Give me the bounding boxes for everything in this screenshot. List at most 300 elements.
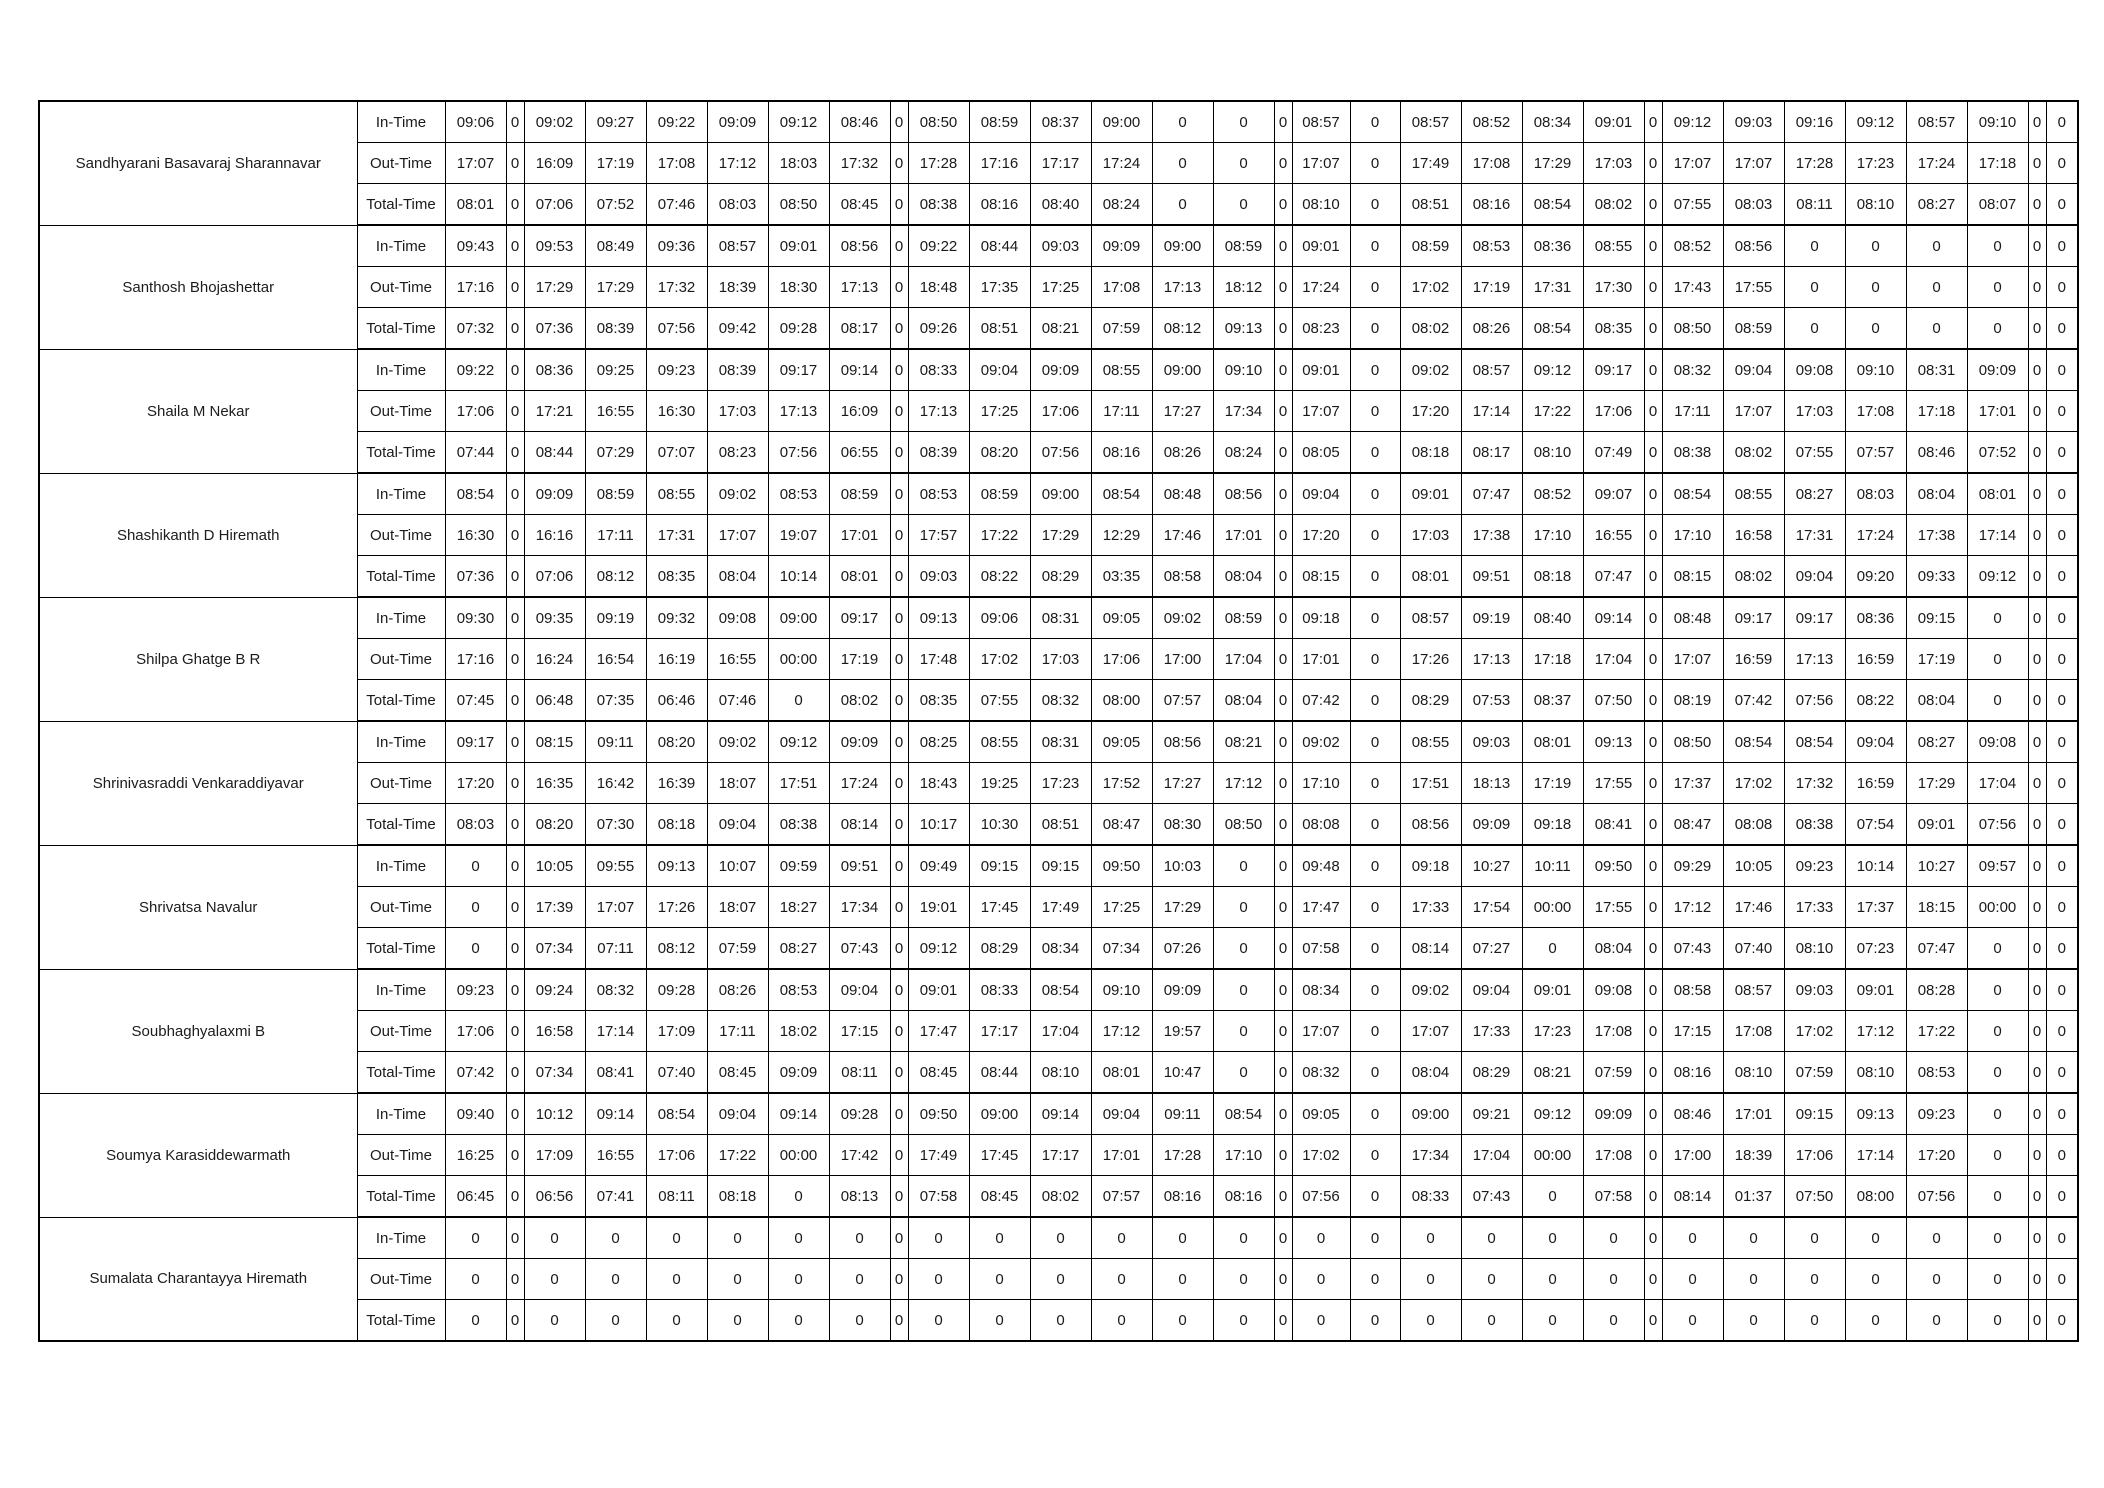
- attendance-row: [39, 349, 2078, 391]
- time-cell: 07:45: [445, 680, 506, 722]
- time-cell: 09:30: [445, 597, 506, 639]
- time-cell: 09:23: [445, 969, 506, 1011]
- time-cell: 09:13: [1583, 721, 1644, 763]
- time-cell: 0: [2028, 680, 2046, 722]
- time-cell: 08:36: [1845, 597, 1906, 639]
- time-cell: 07:43: [1461, 1176, 1522, 1218]
- time-cell: 0: [646, 1300, 707, 1342]
- employee-name: Soumya Karasiddewarmath: [39, 1093, 357, 1217]
- time-cell: 08:55: [646, 473, 707, 515]
- time-cell: 08:01: [829, 556, 890, 598]
- time-cell: 17:55: [1723, 267, 1784, 308]
- time-cell: 08:16: [1152, 1176, 1213, 1218]
- time-cell: 17:29: [524, 267, 585, 308]
- time-cell: 17:01: [1967, 391, 2028, 432]
- time-cell: 18:12: [1213, 267, 1274, 308]
- time-cell: 08:33: [908, 349, 969, 391]
- row-label: Total-Time: [357, 184, 445, 226]
- time-cell: 09:50: [1583, 845, 1644, 887]
- time-cell: 09:04: [969, 349, 1030, 391]
- time-cell: 09:49: [908, 845, 969, 887]
- time-cell: 0: [1644, 515, 1662, 556]
- row-label: In-Time: [357, 597, 445, 639]
- time-cell: 09:10: [1091, 969, 1152, 1011]
- time-cell: 08:52: [1461, 101, 1522, 143]
- time-cell: 08:16: [1461, 184, 1522, 226]
- time-cell: 09:09: [829, 721, 890, 763]
- attendance-row: [39, 1093, 2078, 1135]
- time-cell: 08:57: [1906, 101, 1967, 143]
- time-cell: 0: [890, 1093, 908, 1135]
- time-cell: 0: [1274, 928, 1292, 970]
- time-cell: 09:04: [707, 804, 768, 846]
- time-cell: 0: [2046, 349, 2078, 391]
- time-cell: 0: [506, 225, 524, 267]
- time-cell: 08:18: [646, 804, 707, 846]
- time-cell: 17:00: [1152, 639, 1213, 680]
- employee-name: Shrinivasraddi Venkaraddiyavar: [39, 721, 357, 845]
- row-label: Total-Time: [357, 432, 445, 474]
- time-cell: 16:30: [445, 515, 506, 556]
- time-cell: 0: [1213, 1052, 1274, 1094]
- time-cell: 00:00: [768, 1135, 829, 1176]
- time-cell: 0: [506, 1176, 524, 1218]
- time-cell: 0: [1967, 1217, 2028, 1259]
- time-cell: 0: [2028, 184, 2046, 226]
- time-cell: 0: [2028, 887, 2046, 928]
- time-cell: 09:13: [1845, 1093, 1906, 1135]
- time-cell: 09:15: [1030, 845, 1091, 887]
- time-cell: 17:12: [1213, 763, 1274, 804]
- time-cell: 17:04: [1967, 763, 2028, 804]
- time-cell: 0: [1274, 1217, 1292, 1259]
- time-cell: 0: [2046, 887, 2078, 928]
- time-cell: 08:34: [1522, 101, 1583, 143]
- time-cell: 07:56: [646, 308, 707, 350]
- time-cell: 0: [2046, 225, 2078, 267]
- time-cell: 18:07: [707, 763, 768, 804]
- time-cell: 0: [890, 763, 908, 804]
- time-cell: 09:33: [1906, 556, 1967, 598]
- time-cell: 0: [1213, 101, 1274, 143]
- time-cell: 17:06: [1091, 639, 1152, 680]
- row-label: Total-Time: [357, 1052, 445, 1094]
- time-cell: 0: [2046, 391, 2078, 432]
- time-cell: 08:20: [969, 432, 1030, 474]
- time-cell: 0: [2028, 225, 2046, 267]
- attendance-row: [39, 845, 2078, 887]
- time-cell: 08:53: [1906, 1052, 1967, 1094]
- time-cell: 0: [890, 597, 908, 639]
- time-cell: 07:56: [1292, 1176, 1350, 1218]
- time-cell: 17:04: [1030, 1011, 1091, 1052]
- row-label: Out-Time: [357, 887, 445, 928]
- time-cell: 18:13: [1461, 763, 1522, 804]
- row-label: In-Time: [357, 1217, 445, 1259]
- time-cell: 0: [1274, 1135, 1292, 1176]
- time-cell: 17:20: [1400, 391, 1461, 432]
- time-cell: 09:08: [707, 597, 768, 639]
- time-cell: 17:43: [1662, 267, 1723, 308]
- time-cell: 0: [1274, 969, 1292, 1011]
- time-cell: 08:50: [1662, 308, 1723, 350]
- time-cell: 16:39: [646, 763, 707, 804]
- time-cell: 16:55: [585, 1135, 646, 1176]
- time-cell: 08:15: [1292, 556, 1350, 598]
- time-cell: 0: [1350, 1176, 1400, 1218]
- time-cell: 09:01: [1400, 473, 1461, 515]
- time-cell: 08:01: [1091, 1052, 1152, 1094]
- time-cell: 0: [1784, 1217, 1845, 1259]
- time-cell: 09:00: [768, 597, 829, 639]
- time-cell: 0: [1213, 845, 1274, 887]
- time-cell: 17:34: [829, 887, 890, 928]
- time-cell: 0: [890, 432, 908, 474]
- time-cell: 0: [506, 721, 524, 763]
- time-cell: 06:48: [524, 680, 585, 722]
- time-cell: 0: [1644, 763, 1662, 804]
- time-cell: 08:27: [1784, 473, 1845, 515]
- time-cell: 0: [1723, 1259, 1784, 1300]
- time-cell: 09:20: [1845, 556, 1906, 598]
- time-cell: 0: [1644, 1176, 1662, 1218]
- time-cell: 08:22: [969, 556, 1030, 598]
- time-cell: 08:17: [829, 308, 890, 350]
- time-cell: 09:01: [1292, 225, 1350, 267]
- time-cell: 0: [1274, 349, 1292, 391]
- time-cell: 06:55: [829, 432, 890, 474]
- time-cell: 17:51: [768, 763, 829, 804]
- time-cell: 09:02: [524, 101, 585, 143]
- time-cell: 07:56: [1030, 432, 1091, 474]
- time-cell: 17:17: [1030, 1135, 1091, 1176]
- time-cell: 0: [1350, 1052, 1400, 1094]
- time-cell: 08:26: [1152, 432, 1213, 474]
- time-cell: 09:02: [1292, 721, 1350, 763]
- time-cell: 0: [890, 1011, 908, 1052]
- time-cell: 17:46: [1723, 887, 1784, 928]
- time-cell: 17:08: [1583, 1011, 1644, 1052]
- time-cell: 08:32: [1292, 1052, 1350, 1094]
- time-cell: 17:02: [1784, 1011, 1845, 1052]
- time-cell: 09:09: [1152, 969, 1213, 1011]
- time-cell: 09:51: [1461, 556, 1522, 598]
- time-cell: 07:26: [1152, 928, 1213, 970]
- time-cell: 17:49: [1400, 143, 1461, 184]
- time-cell: 0: [506, 845, 524, 887]
- time-cell: 16:42: [585, 763, 646, 804]
- time-cell: 08:59: [1400, 225, 1461, 267]
- time-cell: 08:08: [1292, 804, 1350, 846]
- time-cell: 17:18: [1967, 143, 2028, 184]
- time-cell: 08:44: [969, 225, 1030, 267]
- time-cell: 0: [2046, 680, 2078, 722]
- time-cell: 09:18: [1400, 845, 1461, 887]
- time-cell: 0: [768, 1259, 829, 1300]
- time-cell: 17:14: [1461, 391, 1522, 432]
- time-cell: 0: [890, 184, 908, 226]
- time-cell: 08:01: [1522, 721, 1583, 763]
- time-cell: 0: [2028, 639, 2046, 680]
- time-cell: 09:50: [1091, 845, 1152, 887]
- time-cell: 0: [445, 1259, 506, 1300]
- time-cell: 16:16: [524, 515, 585, 556]
- time-cell: 0: [2028, 928, 2046, 970]
- time-cell: 07:59: [1091, 308, 1152, 350]
- time-cell: 09:13: [908, 597, 969, 639]
- time-cell: 0: [1350, 432, 1400, 474]
- time-cell: 17:27: [1152, 763, 1213, 804]
- time-cell: 0: [1292, 1259, 1350, 1300]
- time-cell: 17:32: [829, 143, 890, 184]
- time-cell: 0: [890, 515, 908, 556]
- time-cell: 07:57: [1091, 1176, 1152, 1218]
- time-cell: 0: [506, 969, 524, 1011]
- time-cell: 0: [969, 1300, 1030, 1342]
- time-cell: 08:52: [1522, 473, 1583, 515]
- time-cell: 08:50: [768, 184, 829, 226]
- time-cell: 09:28: [829, 1093, 890, 1135]
- time-cell: 0: [1522, 928, 1583, 970]
- time-cell: 08:11: [646, 1176, 707, 1218]
- time-cell: 17:06: [1784, 1135, 1845, 1176]
- time-cell: 0: [506, 101, 524, 143]
- time-cell: 07:11: [585, 928, 646, 970]
- time-cell: 19:01: [908, 887, 969, 928]
- time-cell: 0: [1967, 969, 2028, 1011]
- time-cell: 0: [506, 349, 524, 391]
- time-cell: 17:24: [829, 763, 890, 804]
- time-cell: 0: [1274, 143, 1292, 184]
- time-cell: 17:16: [969, 143, 1030, 184]
- time-cell: 0: [2046, 845, 2078, 887]
- time-cell: 0: [2046, 639, 2078, 680]
- time-cell: 09:10: [1845, 349, 1906, 391]
- time-cell: 17:13: [908, 391, 969, 432]
- time-cell: 09:24: [524, 969, 585, 1011]
- time-cell: 17:30: [1583, 267, 1644, 308]
- time-cell: 0: [2028, 1176, 2046, 1218]
- time-cell: 09:10: [1213, 349, 1274, 391]
- time-cell: 0: [1091, 1300, 1152, 1342]
- time-cell: 17:24: [1292, 267, 1350, 308]
- time-cell: 09:42: [707, 308, 768, 350]
- time-cell: 17:08: [1091, 267, 1152, 308]
- time-cell: 0: [506, 556, 524, 598]
- time-cell: 0: [890, 887, 908, 928]
- time-cell: 09:01: [1583, 101, 1644, 143]
- time-cell: 08:12: [1152, 308, 1213, 350]
- time-cell: 17:12: [1845, 1011, 1906, 1052]
- time-cell: 09:14: [585, 1093, 646, 1135]
- time-cell: 0: [506, 1259, 524, 1300]
- time-cell: 17:13: [1784, 639, 1845, 680]
- time-cell: 0: [1091, 1259, 1152, 1300]
- time-cell: 0: [445, 1300, 506, 1342]
- time-cell: 10:47: [1152, 1052, 1213, 1094]
- time-cell: 08:03: [1723, 184, 1784, 226]
- time-cell: 07:52: [585, 184, 646, 226]
- time-cell: 09:11: [1152, 1093, 1213, 1135]
- time-cell: 0: [1274, 1300, 1292, 1342]
- time-cell: 0: [1784, 308, 1845, 350]
- time-cell: 0: [1644, 928, 1662, 970]
- time-cell: 0: [1845, 225, 1906, 267]
- time-cell: 0: [1350, 1217, 1400, 1259]
- row-label: Total-Time: [357, 556, 445, 598]
- time-cell: 17:08: [1583, 1135, 1644, 1176]
- time-cell: 17:11: [707, 1011, 768, 1052]
- time-cell: 08:10: [1030, 1052, 1091, 1094]
- time-cell: 09:02: [1152, 597, 1213, 639]
- time-cell: 16:55: [1583, 515, 1644, 556]
- time-cell: 0: [1400, 1300, 1461, 1342]
- time-cell: 0: [1644, 804, 1662, 846]
- time-cell: 0: [1644, 1135, 1662, 1176]
- time-cell: 0: [1644, 1259, 1662, 1300]
- time-cell: 0: [1350, 515, 1400, 556]
- time-cell: 17:10: [1522, 515, 1583, 556]
- time-cell: 07:44: [445, 432, 506, 474]
- time-cell: 0: [1213, 928, 1274, 970]
- time-cell: 08:29: [969, 928, 1030, 970]
- time-cell: 17:34: [1400, 1135, 1461, 1176]
- time-cell: 0: [585, 1217, 646, 1259]
- time-cell: 0: [1644, 556, 1662, 598]
- time-cell: 09:00: [1091, 101, 1152, 143]
- time-cell: 18:48: [908, 267, 969, 308]
- time-cell: 08:29: [1461, 1052, 1522, 1094]
- time-cell: 0: [2028, 556, 2046, 598]
- time-cell: 08:21: [1522, 1052, 1583, 1094]
- time-cell: 09:12: [908, 928, 969, 970]
- time-cell: 0: [506, 887, 524, 928]
- time-cell: 09:02: [1400, 969, 1461, 1011]
- time-cell: 08:27: [1906, 184, 1967, 226]
- time-cell: 08:45: [969, 1176, 1030, 1218]
- time-cell: 08:47: [1091, 804, 1152, 846]
- time-cell: 0: [1350, 1011, 1400, 1052]
- time-cell: 0: [890, 349, 908, 391]
- time-cell: 07:43: [1662, 928, 1723, 970]
- time-cell: 0: [2028, 432, 2046, 474]
- time-cell: 09:01: [1906, 804, 1967, 846]
- time-cell: 08:57: [1400, 101, 1461, 143]
- time-cell: 0: [1644, 1011, 1662, 1052]
- time-cell: 08:17: [1461, 432, 1522, 474]
- time-cell: 08:56: [1400, 804, 1461, 846]
- time-cell: 0: [1274, 267, 1292, 308]
- time-cell: 07:55: [969, 680, 1030, 722]
- time-cell: 0: [2046, 763, 2078, 804]
- time-cell: 06:46: [646, 680, 707, 722]
- time-cell: 17:13: [1152, 267, 1213, 308]
- time-cell: 0: [2046, 308, 2078, 350]
- time-cell: 09:05: [1091, 597, 1152, 639]
- time-cell: 0: [890, 1300, 908, 1342]
- time-cell: 08:54: [1784, 721, 1845, 763]
- time-cell: 17:37: [1845, 887, 1906, 928]
- time-cell: 0: [768, 1300, 829, 1342]
- row-label: In-Time: [357, 473, 445, 515]
- time-cell: 07:47: [1461, 473, 1522, 515]
- time-cell: 09:00: [969, 1093, 1030, 1135]
- time-cell: 18:07: [707, 887, 768, 928]
- row-label: Out-Time: [357, 391, 445, 432]
- time-cell: 17:12: [1662, 887, 1723, 928]
- time-cell: 08:46: [829, 101, 890, 143]
- time-cell: 08:27: [768, 928, 829, 970]
- time-cell: 10:27: [1461, 845, 1522, 887]
- time-cell: 0: [1906, 308, 1967, 350]
- time-cell: 17:29: [1906, 763, 1967, 804]
- time-cell: 09:17: [445, 721, 506, 763]
- time-cell: 0: [524, 1217, 585, 1259]
- time-cell: 0: [890, 143, 908, 184]
- time-cell: 08:33: [1400, 1176, 1461, 1218]
- time-cell: 17:18: [1522, 639, 1583, 680]
- time-cell: 0: [1274, 721, 1292, 763]
- time-cell: 12:29: [1091, 515, 1152, 556]
- time-cell: 17:07: [445, 143, 506, 184]
- time-cell: 0: [1213, 1259, 1274, 1300]
- time-cell: 07:55: [1784, 432, 1845, 474]
- time-cell: 0: [1967, 1259, 2028, 1300]
- time-cell: 09:12: [1967, 556, 2028, 598]
- time-cell: 09:11: [585, 721, 646, 763]
- time-cell: 17:31: [1522, 267, 1583, 308]
- time-cell: 0: [506, 597, 524, 639]
- time-cell: 17:08: [1461, 143, 1522, 184]
- employee-name: Shaila M Nekar: [39, 349, 357, 473]
- time-cell: 0: [1906, 225, 1967, 267]
- time-cell: 0: [890, 1217, 908, 1259]
- time-cell: 08:04: [707, 556, 768, 598]
- time-cell: 08:22: [1845, 680, 1906, 722]
- time-cell: 17:24: [1906, 143, 1967, 184]
- time-cell: 08:50: [908, 101, 969, 143]
- time-cell: 08:35: [646, 556, 707, 598]
- time-cell: 0: [1522, 1217, 1583, 1259]
- time-cell: 07:07: [646, 432, 707, 474]
- time-cell: 17:28: [908, 143, 969, 184]
- time-cell: 16:25: [445, 1135, 506, 1176]
- time-cell: 18:27: [768, 887, 829, 928]
- time-cell: 09:50: [908, 1093, 969, 1135]
- time-cell: 0: [1967, 308, 2028, 350]
- time-cell: 0: [1461, 1300, 1522, 1342]
- time-cell: 0: [1967, 928, 2028, 970]
- time-cell: 07:23: [1845, 928, 1906, 970]
- time-cell: 0: [707, 1259, 768, 1300]
- time-cell: 0: [2028, 308, 2046, 350]
- time-cell: 0: [1274, 804, 1292, 846]
- time-cell: 17:47: [908, 1011, 969, 1052]
- time-cell: 0: [1644, 143, 1662, 184]
- time-cell: 10:14: [1845, 845, 1906, 887]
- time-cell: 07:56: [1784, 680, 1845, 722]
- row-label: Out-Time: [357, 515, 445, 556]
- time-cell: 0: [1644, 597, 1662, 639]
- time-cell: 0: [1845, 267, 1906, 308]
- time-cell: 08:58: [1662, 969, 1723, 1011]
- time-cell: 07:42: [1723, 680, 1784, 722]
- time-cell: 09:08: [1583, 969, 1644, 1011]
- time-cell: 09:10: [1967, 101, 2028, 143]
- time-cell: 08:45: [829, 184, 890, 226]
- time-cell: 0: [1030, 1217, 1091, 1259]
- time-cell: 0: [2028, 845, 2046, 887]
